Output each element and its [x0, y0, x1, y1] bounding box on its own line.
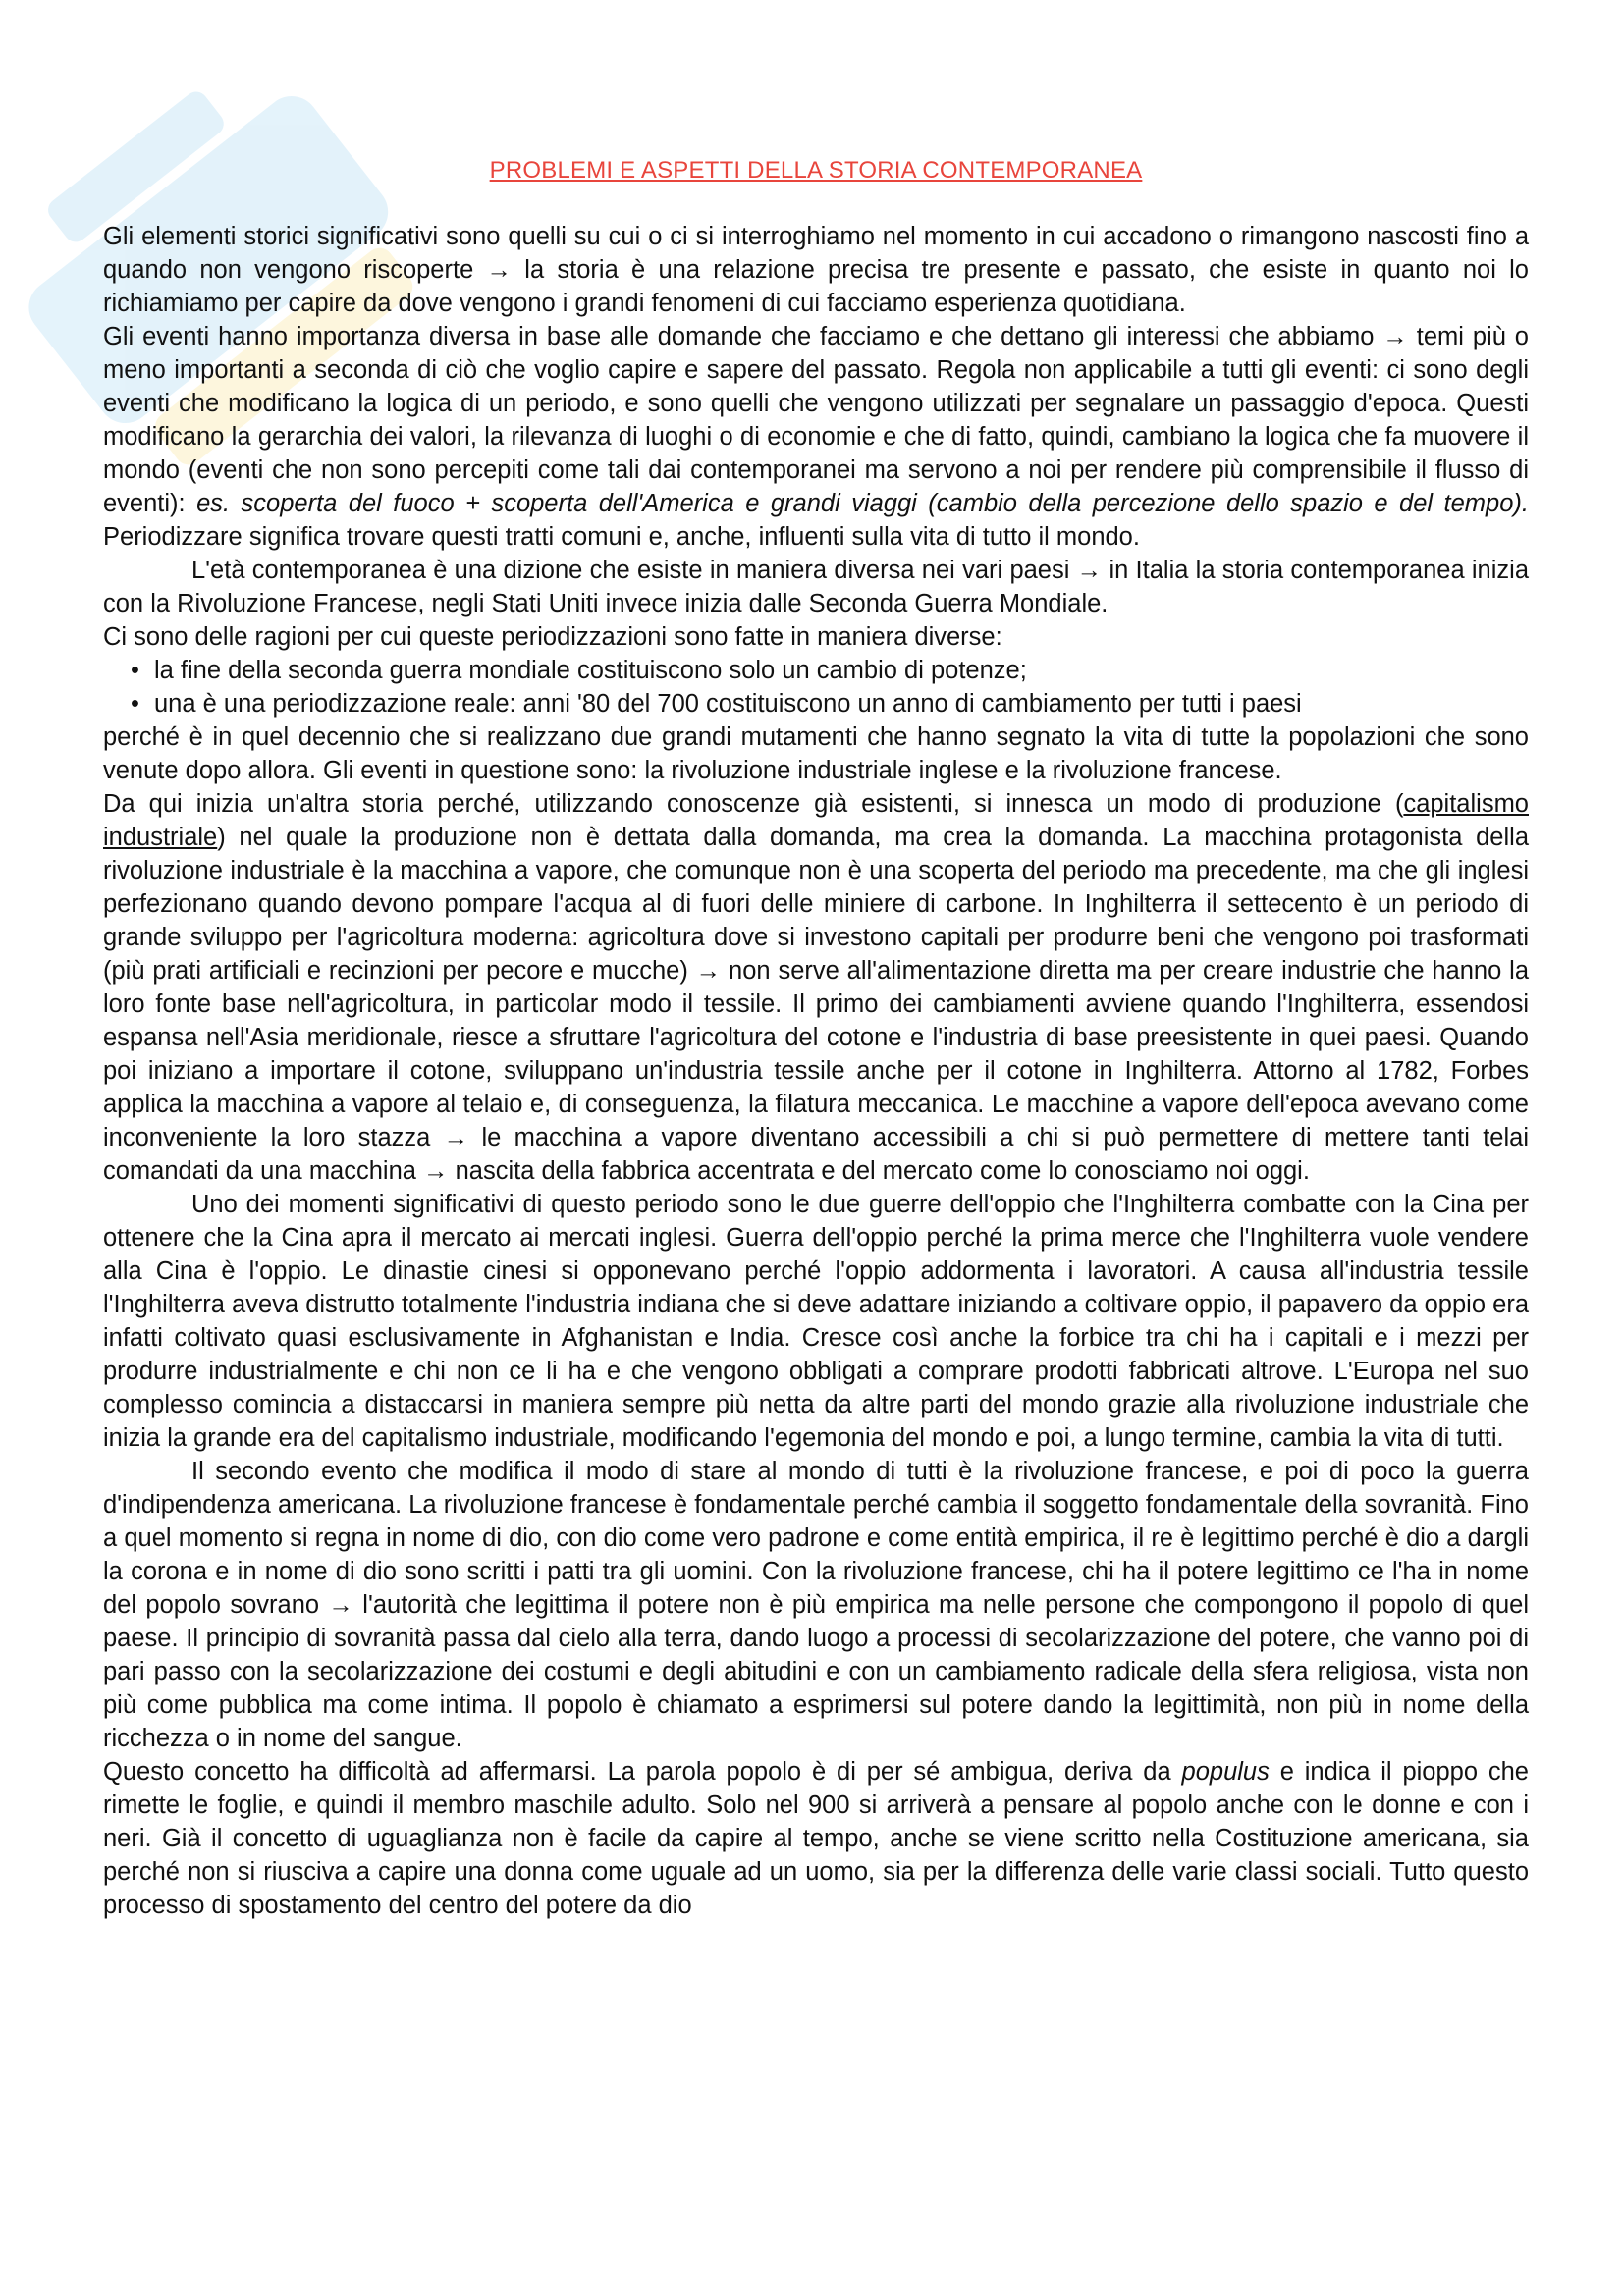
paragraph-7: Uno dei momenti significativi di questo periodo sono le due guerre dell'oppio che l'Inghilterra combatte con la Cina per ottenere che la Cina apra il mercato ai mercati inglesi. Guerra dell'oppio perché la prima merce che l'Inghilterra vuole vendere alla Cina è l'oppio. Le dinastie cinesi si opponevano perché l'oppio addormenta i lavoratori. A causa all'industria tessile l'Inghilterra aveva distrutto totalmente l'industria indiana che si deve adattare iniziando a coltivare oppio, il papavero da oppio era infatti coltivato quasi esclusivamente in Afghanistan e India. Cresce così anche la forbice tra chi ha i capitali e i mezzi per produrre industrialmente e chi non ce li ha e che vengono obbligati a comprare prodotti fabbricati altrove. L'Europa nel suo complesso comincia a distaccarsi in maniera sempre più netta da altre parti del mondo grazie alla rivoluzione industriale che inizia la grande era del capitalismo industriale, modificando l'egemonia del mondo e poi, a lungo termine, cambia la vita di tutti. — [103, 1191, 1529, 1452]
paragraph-2-italic: es. scoperta del fuoco + scoperta dell'America e grandi viaggi (cambio della percezione dello spazio e del tempo). — [196, 490, 1529, 517]
paragraph-9 — [103, 1755, 1529, 1922]
paragraph-6-underline: capitalismo industriale — [103, 790, 1529, 851]
paragraph-2-text-b: Periodizzare significa trovare questi tratti comuni e, anche, influenti sulla vita di tutto il mondo. — [103, 523, 1140, 551]
paragraph-8: Il secondo evento che modifica il modo di stare al mondo di tutti è la rivoluzione francese, e poi di poco la guerra d'indipendenza americana. La rivoluzione francese è fondamentale perché cambia il soggetto fondamentale della sovranità. Fino a quel momento si regna in nome di dio, con dio come vero padrone e come entità empirica, il re è legittimo perché è dio a dargli la corona e in nome di dio sono scritti i patti tra gli uomini. Con la rivoluzione francese, chi ha il potere legittimo ce l'ha in nome del popolo sovrano → l'autorità che legittima il potere non è più empirica ma nelle persone che compongono il popolo di quel paese. Il principio di sovranità passa dal cielo alla terra, dando luogo a processi di secolarizzazione del potere, che vanno poi di pari passo con la secolarizzazione dei costumi e degli abitudini e con un cambiamento radicale della sfera religiosa, vista non più come pubblica ma come intima. Il popolo è chiamato a esprimersi sul potere dando la legittimità, non più in nome della ricchezza o in nome del sangue. — [103, 1458, 1529, 1752]
paragraph-6-text-a: Da qui inizia un'altra storia perché, utilizzando conoscenze già esistenti, si innesca un modo di produzione ( — [103, 790, 1404, 818]
paragraph-2-text-a: Gli eventi hanno importanza diversa in base alle domande che facciamo e che dettano gli interessi che abbiamo → temi più o meno importanti a seconda di ciò che voglio capire e sapere del passato. Regola non applicabile a tutti gli eventi: ci sono degli eventi che modificano la logica di un periodo, e sono quelli che vengono utilizzati per segnalare un passaggio d'epoca. Questi modificano la gerarchia dei valori, la rilevanza di luoghi o di economie e che di fatto, quindi, cambiano la logica che fa muovere il mondo (eventi che non sono percepiti come tali dai contemporanei ma servono a noi per rendere più comprensibile il flusso di eventi): — [103, 323, 1529, 517]
document-page — [103, 147, 1529, 1922]
paragraph-6 — [103, 787, 1529, 1188]
paragraph-3: L'età contemporanea è una dizione che esiste in maniera diversa nei vari paesi → in Italia la storia contemporanea inizia con la Rivoluzione Francese, negli Stati Uniti invece inizia dalle Seconda Guerra Mondiale. — [103, 557, 1529, 617]
document-body — [103, 220, 1529, 1922]
bullet-item-1: • la fine della seconda guerra mondiale costituiscono solo un cambio di potenze; — [154, 654, 1529, 687]
paragraph-9-text-b: e indica il pioppo che rimette le foglie, e quindi il membro maschile adulto. Solo nel 900 si arriverà a pensare al popolo anche con le donne e con i neri. Già il concetto di uguaglianza non è facile da capire al tempo, anche se viene scritto nella Costituzione americana, sia perché non si riusciva a capire una donna come uguale ad un uomo, sia per la differenza delle varie classi sociali. Tutto questo processo di spostamento del centro del potere da dio — [103, 1758, 1529, 1919]
paragraph-5: perché è in quel decennio che si realizzano due grandi mutamenti che hanno segnato la vita di tutte la popolazioni che sono venute dopo allora. Gli eventi in questione sono: la rivoluzione industriale inglese e la rivoluzione francese. — [103, 723, 1529, 784]
paragraph-6-text-b: ) nel quale la produzione non è dettata dalla domanda, ma crea la domanda. La macchina protagonista della rivoluzione industriale è la macchina a vapore, che comunque non è una scoperta del periodo ma precedente, ma che gli inglesi perfezionano quando devono pompare l'acqua al di fuori delle miniere di carbone. In Inghilterra il settecento è un periodo di grande sviluppo per l'agricoltura moderna: agricoltura dove si investono capitali per produrre beni che vengono poi trasformati (più prati artificiali e recinzioni per pecore e mucche) → non serve all'alimentazione diretta ma per creare industrie che hanno la loro fonte base nell'agricoltura, in particolar modo il tessile. Il primo dei cambiamenti avviene quando l'Inghilterra, essendosi espansa nell'Asia meridionale, riesce a sfruttare l'agricoltura del cotone e l'industria di base preesistente in quei paesi. Quando poi iniziano a importare il cotone, sviluppano un'industria tessile anche per il cotone in Inghilterra. Attorno al 1782, Forbes applica la macchina a vapore al telaio e, di conseguenza, la filatura meccanica. Le macchine a vapore dell'epoca avevano come inconveniente la loro stazza → le macchina a vapore diventano accessibili a chi si può permettere di mettere tanti telai comandati da una macchina → nascita della fabbrica accentrata e del mercato come lo conosciamo noi oggi. — [103, 824, 1529, 1185]
paragraph-9-text-a: Questo concetto ha difficoltà ad affermarsi. La parola popolo è di per sé ambigua, deriva da — [103, 1758, 1182, 1786]
bullet-list — [103, 654, 1529, 721]
paragraph-4: Ci sono delle ragioni per cui queste periodizzazioni sono fatte in maniera diverse: — [103, 623, 1002, 651]
bullet-item-2: • una è una periodizzazione reale: anni '80 del 700 costituiscono un anno di cambiamento per tutti i paesi — [154, 687, 1529, 721]
document-title: PROBLEMI E ASPETTI DELLA STORIA CONTEMPORANEA — [489, 157, 1143, 184]
paragraph-2 — [103, 320, 1529, 554]
paragraph-9-italic: populus — [1181, 1758, 1270, 1786]
paragraph-1: Gli elementi storici significativi sono quelli su cui o ci si interroghiamo nel momento in cui accadono o rimangono nascosti fino a quando non vengono riscoperte → la storia è una relazione precisa tre presente e passato, che esiste in quanto noi lo richiamiamo per capire da dove vengono i grandi fenomeni di cui facciamo esperienza quotidiana. — [103, 223, 1529, 317]
